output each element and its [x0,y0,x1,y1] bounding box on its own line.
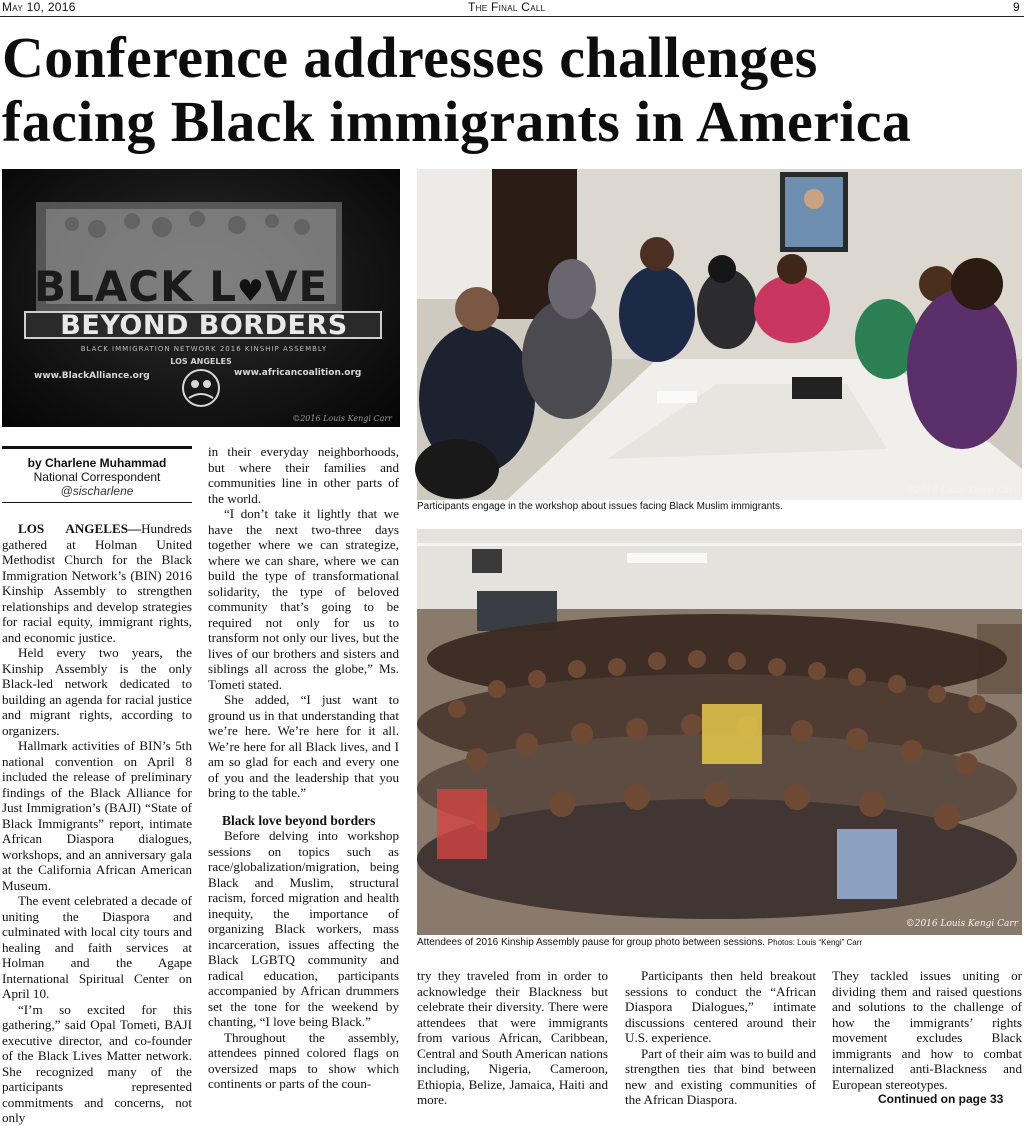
tshirt-emblem-icon [171,368,231,410]
paragraph: Participants then held breakout sessions to conduct the “African Diaspora Dialogues,” intimate discussions centered around their U.S. experience. [625,968,816,1045]
author-handle: @sischarlene [60,484,134,498]
subhead: Black love beyond borders [222,812,376,828]
continued-jump-link[interactable]: Continued on page 33 [878,1092,1004,1106]
paragraph: “I’m so excited for this gathering,” said Opal Tometi, BAJI executive director, and co-founder of the Black Lives Matter network. She recognized many of the participants represented commitments and concerns, not only [2,1001,192,1125]
tshirt-tagline: BLACK IMMIGRATION NETWORK 2016 KINSHIP ASSEMBLY [80,345,328,353]
tshirt-url-right: www.africancoalition.org [234,368,362,378]
tshirt-url-left: www.BlackAlliance.org [34,371,150,381]
group-caption-text: Attendees of 2016 Kinship Assembly pause for group photo between sessions. [417,937,766,948]
group-photo [417,529,1022,935]
article-column-5 [832,968,1022,1092]
dateline: LOS ANGELES— [18,521,142,536]
paragraph: They tackled issues uniting or dividing them and raised questions and solutions to the challenge of how the immigrants’ rights movement excludes Black immigrants and how to combat internalized anti-Blackness and European stereotypes. [832,968,1022,1092]
paragraph: Before delving into workshop sessions on topics such as race/globalization/migration, being Black and Muslim, structural racism, forced migration and health inequity, the importance of organizing Black workers, mass incarceration, issues affecting the Black LGBTQ community and radical education, participants accompanied by African drummers set the tone for the weekend by chanting, “I love being Black.” [208,828,399,1029]
paragraph: Held every two years, the Kinship Assembly is the only Black-led network dedicated to building an agenda for racial justice and migrant rights, according to organizers. [2,645,192,738]
workshop-caption: Participants engage in the workshop about issues facing Black Muslim immigrants. [417,501,783,512]
tshirt-black-love-text: BLACK L♥VE [34,262,329,311]
tshirt-photo-watermark: ©2016 Louis Kengi Carr [292,414,392,423]
headline-line-1: Conference addresses challenges [2,25,818,90]
author-name: by Charlene Muhammad [27,456,167,470]
article-column-3 [417,968,608,1108]
workshop-scene [417,169,1022,500]
paragraph: Part of their aim was to build and strengthen ties that bind between new and existing communities of the African Diaspora. [625,1045,816,1107]
folio-rule [0,16,1024,17]
folio-line [0,0,1024,16]
paragraph: “I don’t take it lightly that we have the next two-three days together where we can strategize, where we can share, where we can build the type of transformational solidarity, the type of beloved community that’s going to be required not only for us to transform not only our lives, but the lives of our brothers and sisters and siblings all across the globe,” Ms. Tometi stated. [208,506,399,692]
tshirt-city: LOS ANGELES [170,357,232,366]
headline-line-2: facing Black immigrants in America [2,89,912,154]
issue-date: May 10, 2016 [2,0,76,14]
paragraph: try they traveled from in order to acknowledge their Blackness but celebrate their diversity. There were attendees that were immigrants from various African, Caribbean, Central and South American nations including, Nigeria, Cameroon, Ethiopia, Belize, Jamaica, Haiti and more. [417,968,608,1107]
tshirt-photo [2,169,400,427]
group-caption [417,937,862,949]
article-headline [2,26,1022,154]
workshop-photo [417,169,1022,500]
page-number: 9 [1013,0,1020,14]
paragraph: in their everyday neighborhoods, but where their families and communities line in other parts of the world. [208,444,399,506]
paragraph: Throughout the assembly, attendees pinned colored flags on oversized maps to show which continents or parts of the coun- [208,1029,399,1091]
group-scene [417,529,1022,935]
paragraph: The event celebrated a decade of uniting the Diaspora and culminated with local city tours and healing and faith services at Holman and the Agape International Spiritual Center on April 10. [2,893,192,1001]
workshop-photo-watermark: ©2016 Louis Kengi Carr [905,486,1018,496]
article-column-1 [2,521,192,1126]
publication-name: The Final Call [468,0,546,14]
photo-credit: Photos: Louis “Kengi” Carr [767,938,863,947]
byline [2,446,192,503]
author-title: National Correspondent [33,470,161,484]
article-column-4 [625,968,816,1108]
tshirt-beyond-borders-text: BEYOND BORDERS [60,310,348,341]
group-photo-watermark: ©2016 Louis Kengi Carr [905,919,1018,929]
paragraph: Hallmark activities of BIN’s 5th national convention on April 8 included the release of preliminary findings of the Black Alliance for Just Immigration’s (BAJI) “State of Black Immigrants” report, intimate African Diaspora dialogues, workshops, and an anniversary gala at the California African American Museum. [2,738,192,893]
heart-icon: ♥ [237,274,265,309]
paragraph: She added, “I just want to ground us in that understanding that we’re here. We’re here for it all. We’re here for all Black lives, and I am so glad for each and every one of you and the leadership that you bring to the table.” [208,692,399,800]
article-column-2 [208,444,399,1092]
paragraph: LOS ANGELES—Hundreds gathered at Holman United Methodist Church for the Black Immigration Network’s (BIN) 2016 Kinship Assembly to strengthen relationships and develop strategies for racial equity, immigrant rights, and economic justice. [2,521,192,645]
